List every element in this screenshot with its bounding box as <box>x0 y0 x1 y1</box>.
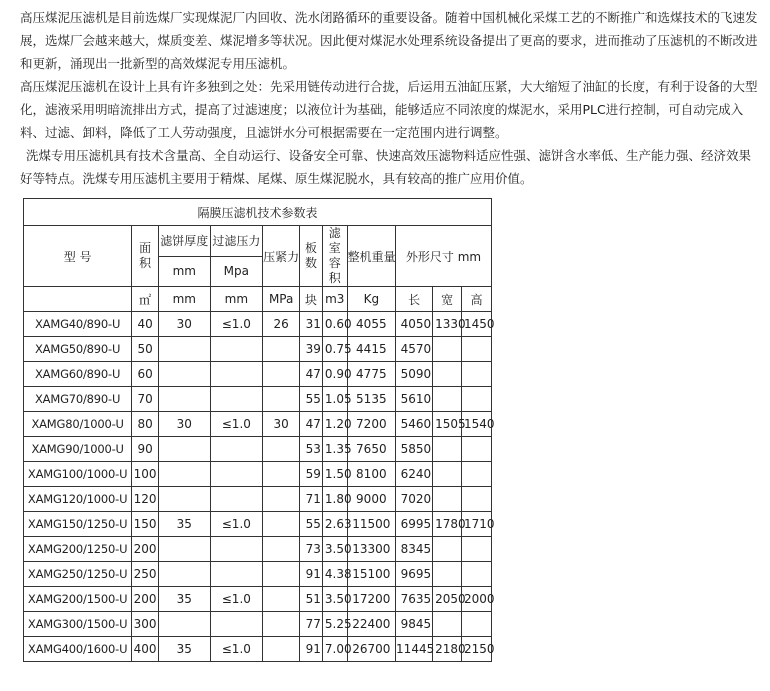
article-body <box>20 6 760 190</box>
cell-cake: 35 <box>159 637 211 662</box>
cell-plates: 47 <box>300 412 323 437</box>
cell-cake: 30 <box>159 412 211 437</box>
header-plates: 板 数 <box>300 226 323 287</box>
cell-filter-pressure <box>210 437 263 462</box>
cell-chamber: 0.75 <box>322 337 347 362</box>
cell-filter-pressure: ≤1.0 <box>210 512 263 537</box>
cell-model: XAMG60/890-U <box>24 362 132 387</box>
cell-press-pressure <box>263 387 300 412</box>
cell-press-pressure <box>263 487 300 512</box>
cell-width <box>433 337 462 362</box>
cell-length: 4570 <box>396 337 433 362</box>
cell-cake: 35 <box>159 512 211 537</box>
header-chamber: 滤室容积 <box>322 226 347 287</box>
unit-filter-pressure-2: mm <box>210 287 263 312</box>
cell-weight: 9000 <box>347 487 395 512</box>
cell-weight: 4055 <box>347 312 395 337</box>
table-row <box>24 412 492 437</box>
cell-length: 8345 <box>396 537 433 562</box>
cell-area: 90 <box>132 437 159 462</box>
cell-chamber: 0.90 <box>322 362 347 387</box>
cell-weight: 7650 <box>347 437 395 462</box>
cell-weight: 5135 <box>347 387 395 412</box>
cell-press-pressure <box>263 512 300 537</box>
cell-model: XAMG400/1600-U <box>24 637 132 662</box>
cell-press-pressure <box>263 437 300 462</box>
cell-chamber: 1.35 <box>322 437 347 462</box>
unit-filter-pressure: Mpa <box>210 256 263 287</box>
table-row <box>24 362 492 387</box>
header-dims: 外形尺寸 mm <box>396 226 492 287</box>
cell-model: XAMG100/1000-U <box>24 462 132 487</box>
unit-area: ㎡ <box>132 287 159 312</box>
unit-cake-2: mm <box>159 287 211 312</box>
cell-length: 5090 <box>396 362 433 387</box>
cell-length: 5850 <box>396 437 433 462</box>
unit-width: 宽 <box>433 287 462 312</box>
table-row <box>24 337 492 362</box>
header-cake: 滤饼厚度 <box>159 226 211 257</box>
cell-height: 2150 <box>462 637 492 662</box>
cell-plates: 39 <box>300 337 323 362</box>
cell-weight: 8100 <box>347 462 395 487</box>
cell-area: 300 <box>132 612 159 637</box>
spec-table <box>23 198 495 662</box>
table-row <box>24 462 492 487</box>
cell-plates: 73 <box>300 537 323 562</box>
cell-model: XAMG80/1000-U <box>24 412 132 437</box>
cell-model: XAMG300/1500-U <box>24 612 132 637</box>
cell-height <box>462 487 492 512</box>
cell-weight: 26700 <box>347 637 395 662</box>
cell-cake <box>159 537 211 562</box>
cell-model: XAMG250/1250-U <box>24 562 132 587</box>
cell-press-pressure <box>263 462 300 487</box>
cell-chamber: 1.05 <box>322 387 347 412</box>
cell-width: 1780 <box>433 512 462 537</box>
cell-width <box>433 437 462 462</box>
cell-area: 200 <box>132 587 159 612</box>
unit-length: 长 <box>396 287 433 312</box>
table-row <box>24 312 492 337</box>
cell-press-pressure <box>263 337 300 362</box>
cell-chamber: 0.60 <box>322 312 347 337</box>
cell-plates: 59 <box>300 462 323 487</box>
cell-length: 5610 <box>396 387 433 412</box>
cell-press-pressure <box>263 612 300 637</box>
cell-press-pressure: 26 <box>263 312 300 337</box>
cell-width <box>433 487 462 512</box>
cell-length: 7020 <box>396 487 433 512</box>
paragraph-intro: 高压煤泥压滤机是目前选煤厂实现煤泥厂内回收、洗水闭路循环的重要设备。随着中国机械化采煤工艺的不断推广和选煤技术的飞速发展，选煤厂会越来越大，煤质变差、煤泥增多等状况。因此便对煤泥水处理系统设备提出了更高的要求，进而推动了压滤机的不断改进和更新，涌现出一批新型的高效煤泥专用压滤机。 <box>20 10 758 71</box>
cell-weight: 22400 <box>347 612 395 637</box>
cell-model: XAMG40/890-U <box>24 312 132 337</box>
header-area: 面 积 <box>132 226 159 287</box>
cell-width: 2180 <box>433 637 462 662</box>
cell-press-pressure <box>263 562 300 587</box>
cell-cake <box>159 337 211 362</box>
cell-weight: 15100 <box>347 562 395 587</box>
cell-area: 200 <box>132 537 159 562</box>
cell-cake <box>159 437 211 462</box>
cell-height <box>462 387 492 412</box>
cell-cake: 30 <box>159 312 211 337</box>
cell-press-pressure <box>263 637 300 662</box>
unit-cake: mm <box>159 256 211 287</box>
cell-model: XAMG120/1000-U <box>24 487 132 512</box>
cell-height <box>462 437 492 462</box>
cell-width <box>433 462 462 487</box>
cell-plates: 51 <box>300 587 323 612</box>
table-row <box>24 437 492 462</box>
cell-plates: 91 <box>300 562 323 587</box>
cell-area: 50 <box>132 337 159 362</box>
cell-weight: 17200 <box>347 587 395 612</box>
cell-chamber: 1.80 <box>322 487 347 512</box>
cell-chamber: 2.63 <box>322 512 347 537</box>
cell-chamber: 7.00 <box>322 637 347 662</box>
table-title: 隔膜压滤机技术参数表 <box>24 199 492 226</box>
cell-width: 2050 <box>433 587 462 612</box>
cell-plates: 91 <box>300 637 323 662</box>
cell-height <box>462 337 492 362</box>
cell-weight: 13300 <box>347 537 395 562</box>
cell-length: 9695 <box>396 562 433 587</box>
cell-chamber: 3.50 <box>322 537 347 562</box>
cell-filter-pressure: ≤1.0 <box>210 637 263 662</box>
cell-area: 70 <box>132 387 159 412</box>
cell-cake <box>159 387 211 412</box>
cell-model: XAMG70/890-U <box>24 387 132 412</box>
header-press-pressure: 压紧力 <box>263 226 300 287</box>
cell-weight: 4415 <box>347 337 395 362</box>
cell-height <box>462 537 492 562</box>
table-row <box>24 487 492 512</box>
cell-width <box>433 612 462 637</box>
table-row <box>24 537 492 562</box>
cell-plates: 55 <box>300 512 323 537</box>
cell-filter-pressure <box>210 462 263 487</box>
cell-width: 1330 <box>433 312 462 337</box>
paragraph-features: 洗煤专用压滤机具有技术含量高、全自动运行、设备安全可靠、快速高效压滤物料适应性强、滤饼含水率低、生产能力强、经济效果好等特点。洗煤专用压滤机主要用于精煤、尾煤、原生煤泥脱水，具有较高的推广应用价值。 <box>20 148 752 186</box>
cell-cake <box>159 462 211 487</box>
cell-height <box>462 612 492 637</box>
table-row <box>24 562 492 587</box>
cell-press-pressure <box>263 587 300 612</box>
cell-weight: 7200 <box>347 412 395 437</box>
table-row <box>24 637 492 662</box>
cell-area: 400 <box>132 637 159 662</box>
cell-filter-pressure <box>210 337 263 362</box>
cell-plates: 55 <box>300 387 323 412</box>
cell-height: 1710 <box>462 512 492 537</box>
table-row <box>24 587 492 612</box>
cell-filter-pressure <box>210 362 263 387</box>
cell-chamber: 1.20 <box>322 412 347 437</box>
cell-height: 2000 <box>462 587 492 612</box>
cell-cake <box>159 612 211 637</box>
cell-width <box>433 537 462 562</box>
cell-area: 40 <box>132 312 159 337</box>
cell-plates: 53 <box>300 437 323 462</box>
header-model: 型 号 <box>24 226 132 287</box>
cell-filter-pressure <box>210 487 263 512</box>
cell-area: 150 <box>132 512 159 537</box>
cell-model: XAMG200/1500-U <box>24 587 132 612</box>
cell-filter-pressure <box>210 537 263 562</box>
cell-filter-pressure: ≤1.0 <box>210 587 263 612</box>
header-weight: 整机重量 <box>347 226 395 287</box>
cell-cake <box>159 487 211 512</box>
cell-width <box>433 387 462 412</box>
cell-length: 6995 <box>396 512 433 537</box>
unit-chamber: m3 <box>322 287 347 312</box>
cell-model: XAMG50/890-U <box>24 337 132 362</box>
cell-press-pressure: 30 <box>263 412 300 437</box>
cell-area: 100 <box>132 462 159 487</box>
cell-model: XAMG150/1250-U <box>24 512 132 537</box>
cell-width: 1505 <box>433 412 462 437</box>
cell-width <box>433 562 462 587</box>
cell-height: 1540 <box>462 412 492 437</box>
cell-filter-pressure <box>210 562 263 587</box>
cell-cake <box>159 562 211 587</box>
cell-chamber: 4.38 <box>322 562 347 587</box>
cell-model: XAMG200/1250-U <box>24 537 132 562</box>
cell-filter-pressure <box>210 387 263 412</box>
cell-plates: 77 <box>300 612 323 637</box>
cell-chamber: 3.50 <box>322 587 347 612</box>
table-row <box>24 512 492 537</box>
spec-table-body <box>24 312 495 662</box>
cell-height <box>462 362 492 387</box>
cell-weight: 4775 <box>347 362 395 387</box>
unit-model-blank <box>24 287 132 312</box>
cell-area: 80 <box>132 412 159 437</box>
cell-plates: 31 <box>300 312 323 337</box>
cell-cake: 35 <box>159 587 211 612</box>
cell-area: 60 <box>132 362 159 387</box>
cell-model: XAMG90/1000-U <box>24 437 132 462</box>
unit-height: 高 <box>462 287 492 312</box>
cell-chamber: 5.25 <box>322 612 347 637</box>
cell-length: 9845 <box>396 612 433 637</box>
unit-weight: Kg <box>347 287 395 312</box>
cell-plates: 71 <box>300 487 323 512</box>
cell-chamber: 1.50 <box>322 462 347 487</box>
cell-length: 7635 <box>396 587 433 612</box>
cell-press-pressure <box>263 362 300 387</box>
cell-width <box>433 362 462 387</box>
cell-filter-pressure: ≤1.0 <box>210 312 263 337</box>
cell-weight: 11500 <box>347 512 395 537</box>
cell-length: 11445 <box>396 637 433 662</box>
cell-height <box>462 562 492 587</box>
cell-plates: 47 <box>300 362 323 387</box>
table-row <box>24 387 492 412</box>
cell-area: 250 <box>132 562 159 587</box>
cell-length: 4050 <box>396 312 433 337</box>
cell-length: 6240 <box>396 462 433 487</box>
cell-press-pressure <box>263 537 300 562</box>
header-filter-pressure: 过滤压力 <box>210 226 263 257</box>
unit-plates: 块 <box>300 287 323 312</box>
cell-height: 1450 <box>462 312 492 337</box>
cell-area: 120 <box>132 487 159 512</box>
cell-filter-pressure <box>210 612 263 637</box>
paragraph-design: 高压煤泥压滤机在设计上具有许多独到之处：先采用链传动进行合拢，后运用五油缸压紧，大大缩短了油缸的长度，有利于设备的大型化，滤液采用明暗流排出方式，提高了过滤速度；以液位计为基础，能够适应不同浓度的煤泥水，采用PLC进行控制，可自动完成入料、过滤、卸料，降低了工人劳动强度，且滤饼水分可根据需要在一定范围内进行调整。 <box>20 79 758 140</box>
table-row <box>24 612 492 637</box>
cell-cake <box>159 362 211 387</box>
unit-press-pressure: MPa <box>263 287 300 312</box>
cell-filter-pressure: ≤1.0 <box>210 412 263 437</box>
cell-length: 5460 <box>396 412 433 437</box>
cell-height <box>462 462 492 487</box>
